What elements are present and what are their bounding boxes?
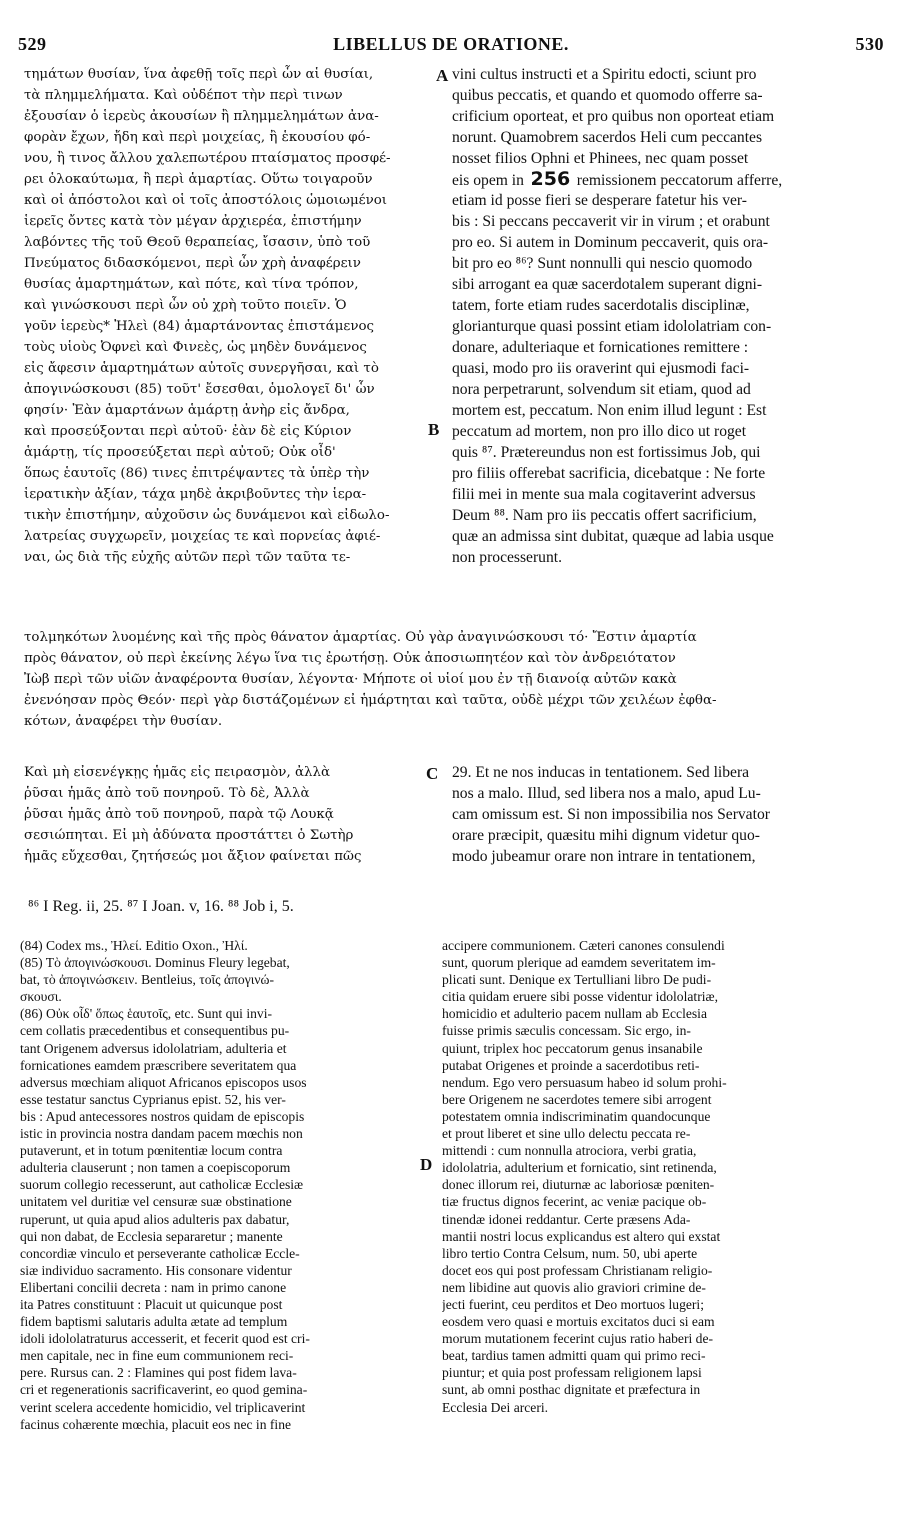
notes-column-right xyxy=(442,937,882,1497)
greek-upper-line: ρει ὁλοκαύτωμα, ἢ περὶ ἁμαρτίας. Οὕτω τοιγαροῦν xyxy=(24,172,373,187)
note-left-line: tant Origenem adversus idololatriam, adulteria et xyxy=(20,1040,287,1056)
note-left-line: siæ individuo sacramento. His consonare videntur xyxy=(20,1262,292,1278)
greek-upper-line: τικὴν ἐπιστήμην, αὐχοῦσιν ὡς δυνάμενοι καὶ εἰδωλο- xyxy=(24,508,390,523)
greek-full-width-text xyxy=(24,627,872,735)
latin-lower-line: modo jubeamur orare non intrare in tentationem, xyxy=(452,848,756,865)
note-right-line: docet eos qui post professam Christianam religio- xyxy=(442,1262,713,1278)
note-left-line: adversus mœchiam aliquot Africanos episcopos usos xyxy=(20,1074,307,1090)
note-right-line: fuisse primis sæculis concessam. Sic ergo, in- xyxy=(442,1023,691,1039)
note-right-line: accipere communionem. Cæteri canones consulendi xyxy=(442,938,725,953)
latin-upper-line: filii mei in mente sua mala cogitaverint adversus xyxy=(452,486,756,503)
note-left-line: pere. Rursus can. 2 : Flamines qui post fidem lava- xyxy=(20,1365,297,1381)
note-left-line: (85) Τὸ ἀπογινώσκουσι. Dominus Fleury legebat, xyxy=(20,955,290,971)
note-left-line: unitatem vel duritiæ vel censuræ suæ obstinatione xyxy=(20,1194,292,1210)
latin-upper-line: donare, adulteriaque et fornicationes remittere : xyxy=(452,339,749,356)
greek-upper-line: εἰς ἄφεσιν ἁμαρτημάτων αὐτοῖς συνεργῆσαι, καὶ τὸ xyxy=(24,361,379,376)
note-left-line: esse testatur sanctus Cyprianus epist. 52, his ver- xyxy=(20,1091,286,1107)
latin-column-lower xyxy=(452,762,872,872)
latin-lower-line: nos a malo. Illud, sed libera nos a malo, apud Lu- xyxy=(452,785,761,802)
note-left-line: adulteria clauserunt ; non tamen a coepiscoporum xyxy=(20,1160,291,1176)
notes-column-left xyxy=(20,937,433,1497)
greek-lower-line: σεσιώπηται. Εἰ μὴ ἀδύνατα προστάττει ὁ Σωτὴρ xyxy=(24,828,354,843)
note-right-line: piuntur; et quia post professam religionem lapsi xyxy=(442,1365,702,1381)
greek-lower-line: ῥῦσαι ἡμᾶς ἀπὸ τοῦ πονηροῦ. Τὸ δὲ, Ἀλλὰ xyxy=(24,786,310,801)
latin-upper-line: quæ an admissa sint dubitat, quæque ad labia usque xyxy=(452,528,774,545)
note-right-line: idololatria, adulterium et fornicatio, sint retinenda, xyxy=(442,1160,717,1176)
scripture-references: ⁸⁶ I Reg. ii, 25. ⁸⁷ I Joan. v, 16. ⁸⁸ Job i, 5. xyxy=(28,898,294,915)
note-right-line: et prout liberet et sine ullo delectu peccata re- xyxy=(442,1126,691,1142)
note-right-line: tinendæ idonei reddantur. Certe præsens Ada- xyxy=(442,1211,691,1227)
greek-upper-line: φησίν· Ἐὰν ἁμαρτάνων ἁμάρτῃ ἀνὴρ εἰς ἄνδρα, xyxy=(24,403,350,418)
margin-letter-a: A xyxy=(436,66,449,85)
latin-upper-line-rest: remissionem peccatorum afferre, xyxy=(576,172,783,189)
latin-upper-line: nora perpetrarunt, solvendum sit etiam, quod ad xyxy=(452,381,751,398)
note-right-line: morum mutationem fecerint cujus ratio haberi de- xyxy=(442,1331,714,1347)
note-right-line: eosdem vero quasi e mortuis excitatos duci si eam xyxy=(442,1314,715,1330)
note-left-line: men capitale, nec in fine eum communionem reci- xyxy=(20,1348,294,1364)
note-right-line: citia quidam eruere sibi posse videntur idololatriæ, xyxy=(442,989,718,1005)
latin-upper-line: quibus peccatis, et quando et quomodo offerre sa- xyxy=(452,87,763,104)
note-left-line: σκουσι. xyxy=(20,989,62,1005)
greek-upper-line: ἁμάρτῃ, τίς προσεύξεται περὶ αὐτοῦ; Οὐκ οἶδ' xyxy=(24,445,336,460)
note-left-line: cem collatis præcedentibus et consequentibus pu- xyxy=(20,1023,290,1039)
note-right-line: bere Origenem ne sacerdotes temere sibi arrogent xyxy=(442,1091,712,1107)
column-number-marker: 256 xyxy=(523,168,577,190)
note-left-line: facinus cohærente mœchia, placuit eos nec in fine xyxy=(20,1416,292,1432)
latin-upper-line: quis ⁸⁷. Prætereundus non est fortissimus Job, qui xyxy=(452,444,761,461)
note-left-line: cri et regenerationis sacrificaverint, eo quod gemina- xyxy=(20,1382,308,1398)
latin-upper-line: mortem est, peccatum. Non enim illud legunt : Est xyxy=(452,402,767,419)
note-left-line: (84) Codex ms., Ἠλεί. Editio Oxon., Ἠλί. xyxy=(20,938,248,953)
latin-upper-line: nosset filios Ophni et Phinees, nec quam posset xyxy=(452,150,749,167)
greek-upper-line: καὶ γινώσκουσι περὶ ὧν οὐ χρὴ τοῦτο ποιεῖν. Ὁ xyxy=(24,298,347,313)
note-left-line: ita Patres constituunt : Placuit ut quicunque post xyxy=(20,1296,283,1312)
note-right-line: mittendi : cum nonnulla atrociora, verbi gratia, xyxy=(442,1143,697,1159)
note-left-line: ruperunt, ut quia apud alios adulteris pax dabatur, xyxy=(20,1211,290,1227)
greek-upper-line: ἐξουσίαν ὁ ἱερεὺς ἀκουσίων ἢ πλημμελημάτων ἀνα- xyxy=(24,109,379,124)
note-left-line: qui non dabat, de Ecclesia separaretur ; manente xyxy=(20,1228,283,1244)
greek-lower-line: ἡμᾶς εὔχεσθαι, ζητήσεώς μοι ἄξιον φαίνεται πῶς xyxy=(24,849,362,864)
note-right-line: homicidio et adulterio pacem nullam ab Ecclesia xyxy=(442,1006,707,1022)
note-left-line: idoli idololatraturus accesserit, et fecerit quod est cri- xyxy=(20,1331,310,1347)
note-left-line: fidem baptismi salutaris adulta ætate ad templum xyxy=(20,1314,288,1330)
greek-upper-line: λαβόντες τῆς τοῦ Θεοῦ θεραπείας, ἴσασιν, ὑπὸ τοῦ xyxy=(24,235,371,250)
note-right-line: nendum. Ego vero persuasum habeo id solum prohi- xyxy=(442,1074,727,1090)
greek-full-line: κότων, ἀναφέρει τὴν θυσίαν. xyxy=(24,714,223,729)
note-right-line: libro tertio Contra Celsum, num. 50, ubi aperte xyxy=(442,1245,698,1261)
margin-letter-b: B xyxy=(428,420,440,439)
latin-lower-line: 29. Et ne nos inducas in tentationem. Sed libera xyxy=(452,764,750,781)
note-right-line: sunt, quorum plerique ad eamdem severitatem im- xyxy=(442,955,716,971)
greek-lower-line: Καὶ μὴ εἰσενέγκῃς ἡμᾶς εἰς πειρασμὸν, ἀλλὰ xyxy=(24,765,331,780)
greek-column-lower xyxy=(24,762,434,872)
greek-lower-line: ῥῦσαι ἡμᾶς ἀπὸ τοῦ πονηροῦ, παρὰ τῷ Λουκᾷ xyxy=(24,807,334,822)
latin-upper-line: vini cultus instructi et a Spiritu edocti, sciunt pro xyxy=(452,66,757,83)
page-number-left: 529 xyxy=(18,34,47,54)
greek-upper-line: τὰ πλημμελήματα. Καὶ οὐδέποτ τὴν περὶ τινων xyxy=(24,88,343,103)
note-right-line: tiæ fructus dignos fecerint, ac veniæ pacique ob- xyxy=(442,1194,707,1210)
latin-upper-line: eis opem in 256 remissionem peccatorum afferre, xyxy=(452,168,783,190)
latin-upper-line: norunt. Quamobrem sacerdos Heli cum peccantes xyxy=(452,129,763,146)
note-right-line: putabat Origenes et proinde a sacerdotibus reti- xyxy=(442,1057,700,1073)
note-right-line: beat, tardius tamen admitti quam qui primo reci- xyxy=(442,1348,706,1364)
greek-upper-line: ἀπογινώσκουσι (85) τοῦτ' ἔσεσθαι, ὁμολογεῖ δι' ὧν xyxy=(24,382,375,397)
note-left-line: Elibertani concilii decreta : nam in primo canone xyxy=(20,1279,287,1295)
greek-full-line: πρὸς θάνατον, οὐ περὶ ἐκείνης λέγω ἵνα τις ἐρωτήσῃ. Οὐκ ἀποσιωπητέον καὶ τὸν ἀνδρειότατον xyxy=(24,651,676,666)
latin-lower-line: cam omissum est. Si non impossibilia nos Servator xyxy=(452,806,770,823)
latin-upper-line: bis : Si peccans peccaverit vir in virum ; et orabunt xyxy=(452,213,770,230)
note-left-line: concordiæ vinculo et perseverante catholicæ Eccle- xyxy=(20,1245,300,1261)
greek-upper-line: θυσίας ἁμαρτημάτων, καὶ πότε, καὶ τίνα τρόπον, xyxy=(24,277,359,292)
greek-upper-line: τημάτων θυσίαν, ἵνα ἀφεθῇ τοῖς περὶ ὧν αἱ θυσίαι, xyxy=(24,67,374,82)
greek-upper-line: φορὰν ἔχων, ἤδη καὶ περὶ μοιχείας, ἢ ἑκουσίου φό- xyxy=(24,130,371,145)
greek-upper-line: νου, ἢ τινος ἄλλου χαλεπωτέρου πταίσματος προσφέ- xyxy=(24,151,391,166)
latin-column-upper xyxy=(452,64,872,574)
latin-upper-line: pro eo. Si autem in Dominum peccaverit, quis ora- xyxy=(452,234,769,251)
greek-upper-line: καὶ οἱ ἀπόστολοι καὶ οἱ τοῖς ἀποστόλοις ὡμοιωμένοι xyxy=(24,193,388,208)
latin-upper-line: pro filiis offerebat sacrificia, dicebatque : Ne forte xyxy=(452,465,766,482)
note-right-line: sunt, ab omni posthac dignitate et præfectura in xyxy=(442,1382,701,1398)
greek-upper-line: λατρείας συγχωρεῖν, μοιχείας τε καὶ πορνείας ἀφιέ- xyxy=(24,529,381,544)
margin-letter-c: C xyxy=(426,764,439,783)
greek-upper-line: Πνεύματος διδασκόμενοι, περὶ ὧν χρὴ ἀναφέρειν xyxy=(24,256,361,271)
latin-upper-line: non processerunt. xyxy=(452,549,562,566)
greek-full-line: Ἰὼβ περὶ τῶν υἱῶν ἀναφέροντα θυσίαν, λέγοντα· Μήποτε οἱ υἱοί μου ἐν τῇ διανοίᾳ αὐτῶν κακὰ xyxy=(24,672,677,687)
note-right-line: jecti fuerint, ceu perditos et Deo mortuos lugeri; xyxy=(442,1296,704,1312)
latin-upper-line: quasi, modo pro iis oraverint qui ejusmodi faci- xyxy=(452,360,750,377)
note-left-line: suorum collegio recesserunt, aut catholicæ Ecclesiæ xyxy=(20,1177,304,1193)
page-number-right: 530 xyxy=(855,34,884,54)
note-left-line: bis : Apud antecessores nostros quidam de episcopis xyxy=(20,1108,305,1124)
latin-upper-line: bit pro eo ⁸⁶? Sunt nonnulli qui nescio quomodo xyxy=(452,255,753,272)
latin-upper-line: etiam id posse fieri se desperare fatetur his ver- xyxy=(452,192,747,209)
note-right-line: nem libidine aut quovis alio graviori crimine de- xyxy=(442,1279,706,1295)
running-header xyxy=(18,34,884,58)
note-right-line: plicati sunt. Denique ex Tertulliani libro De pudi- xyxy=(442,972,712,988)
note-left-line: (86) Οὐκ οἶδ' ὅπως ἑαυτοῖς, etc. Sunt qui invi- xyxy=(20,1006,273,1022)
note-right-line: potestatem omnia indiscriminatim quandocunque xyxy=(442,1108,711,1124)
note-left-line: bat, τὸ ἀπογινώσκειν. Bentleius, τοῖς ἀπογινώ- xyxy=(20,972,275,988)
greek-upper-line: τοὺς υἱοὺς Ὀφνεὶ καὶ Φινεὲς, ὡς μηδὲν δυνάμενος xyxy=(24,340,367,355)
margin-letter-d: D xyxy=(420,1155,433,1174)
greek-upper-line: καὶ προσεύξονται περὶ αὐτοῦ· ἐὰν δὲ εἰς Κύριον xyxy=(24,424,352,439)
greek-upper-line: ἱερατικὴν ἀξίαν, τάχα μηδὲ ἀκριβοῦντες τὴν ἱερα- xyxy=(24,487,367,502)
latin-upper-line: peccatum ad mortem, non pro illo dico ut roget xyxy=(452,423,747,440)
greek-upper-line: ναι, ὡς διὰ τῆς εὐχῆς αὐτῶν περὶ τῶν ταῦτα τε- xyxy=(24,550,351,565)
greek-upper-line: ὅπως ἑαυτοῖς (86) τινες ἐπιτρέψαντες τὰ ὑπὲρ τὴν xyxy=(24,466,370,481)
greek-full-line: τολμηκότων λυομένης καὶ τῆς πρὸς θάνατον ἁμαρτίας. Οὐ γὰρ ἀναγινώσκουσι τό· Ἔστιν ἁμαρτία xyxy=(24,630,697,645)
note-left-line: fornicationes eamdem præscribere severitatem qua xyxy=(20,1057,297,1073)
note-left-line: verint scelera accedente homicidio, vel triplicaverint xyxy=(20,1399,306,1415)
greek-full-line: ἐνενόησαν πρὸς Θεόν· περὶ γὰρ διστάζομένων εἰ ἡμάρτηται καὶ ταῦτα, οὐδὲ μέχρι τῶν χειλέων ἐφθα- xyxy=(24,693,717,708)
latin-upper-line: crificium oporteat, et pro quibus non oporteat etiam xyxy=(452,108,775,125)
greek-upper-line: γοῦν ἱερεὺς* Ἠλεὶ (84) ἁμαρτάνοντας ἐπιστάμενος xyxy=(24,319,375,334)
note-left-line: istic in provincia nostra dandam pacem mœchis non xyxy=(20,1126,303,1142)
greek-column-upper xyxy=(24,64,434,574)
note-right-line: Ecclesia Dei arceri. xyxy=(442,1399,549,1415)
latin-upper-line: sibi arrogant ea quæ sacerdotalem superant digni- xyxy=(452,276,763,293)
note-right-line: mantii nostri locus explicandus est altero qui exstat xyxy=(442,1228,721,1244)
latin-upper-line: glorianturque quasi possint etiam idololatriam con- xyxy=(452,318,772,335)
running-title: LIBELLUS DE ORATIONE. xyxy=(333,34,569,54)
latin-upper-line: tatem, forte etiam rudes sacerdotalis disciplinæ, xyxy=(452,297,750,314)
note-right-line: donec illorum rei, diuturnæ ac laboriosæ pœniten- xyxy=(442,1177,715,1193)
greek-upper-line: ἱερεῖς ὄντες κατὰ τὸν μέγαν ἀρχιερέα, ἐπιστήμην xyxy=(24,214,362,229)
note-left-line: putaverunt, et in totum pœnitentiæ locum contra xyxy=(20,1143,283,1159)
note-right-line: quiunt, triplex hoc peccatorum genus insanabile xyxy=(442,1040,703,1056)
latin-lower-line: orare præcipit, quæsitu mihi dignum videtur quo- xyxy=(452,827,760,844)
latin-upper-line: Deum ⁸⁸. Nam pro iis peccatis offert sacrificium, xyxy=(452,507,757,524)
